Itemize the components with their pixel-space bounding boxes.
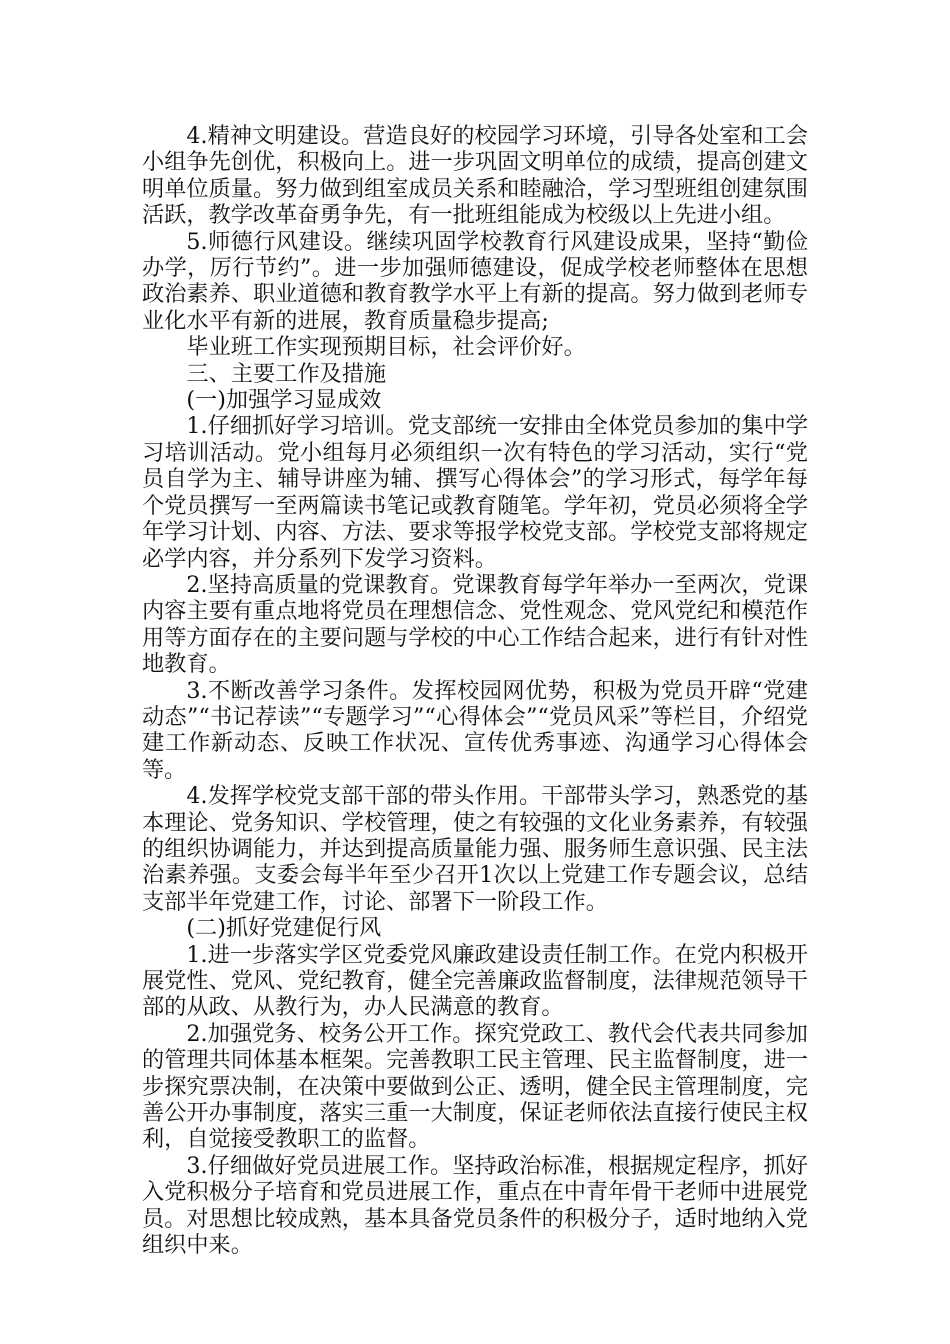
paragraph-member-development: 3.仔细做好党员进展工作。坚持政治标准，根据规定程序，抓好入党积极分子培育和党员进展工作，重点在中青年骨干老师中进展党员。对思想比较成熟，基本具备党员条件的积极分子，适时地纳入党组织中来。 xyxy=(142,1152,808,1259)
section-heading-main-work: 三、主要工作及措施 xyxy=(186,360,387,387)
subsection-heading-party-building: (二)抓好党建促行风 xyxy=(186,915,382,942)
paragraph-party-lessons: 2.坚持高质量的党课教育。党课教育每学年举办一至两次，党课内容主要有重点地将党员在理想信念、党性观念、党风党纪和模范作用等方面存在的主要问题与学校的中心工作结合起来，进行有针对性地教育。 xyxy=(142,571,808,678)
paragraph-teacher-ethics: 5.师德行风建设。继续巩固学校教育行风建设成果，坚持“勤俭办学，厉行节约”。进一步加强师德建设，促成学校老师整体在思想政治素养、职业道德和教育教学水平上有新的提高。努力做到老师专业化水平有新的进展，教育质量稳步提高; xyxy=(142,228,808,334)
subsection-heading-study: (一)加强学习显成效 xyxy=(186,387,382,414)
paragraph-study-training: 1.仔细抓好学习培训。党支部统一安排由全体党员参加的集中学习培训活动。党小组每月必须组织一次有特色的学习活动，实行“党员自学为主、辅导讲座为辅、撰写心得体会”的学习形式，每学年每个党员撰写一至两篇读书笔记或教育随笔。学年初，党员必须将全学年学习计划、内容、方法、要求等报学校党支部。学校党支部将规定必学内容，并分系列下发学习资料。 xyxy=(142,413,808,572)
paragraph-graduating-class: 毕业班工作实现预期目标，社会评价好。 xyxy=(186,334,586,361)
paragraph-study-conditions: 3.不断改善学习条件。发挥校园网优势，积极为党员开辟“党建动态”“书记荐读”“专题学习”“心得体会”“党员风采”等栏目，介绍党建工作新动态、反映工作状况、宣传优秀事迹、沟通学习心得体会等。 xyxy=(142,677,808,783)
paragraph-spiritual-civilization: 4.精神文明建设。营造良好的校园学习环境，引导各处室和工会小组争先创优，积极向上。进一步巩固文明单位的成绩，提高创建文明单位质量。努力做到组室成员关系和睦融洽，学习型班组创建氛围活跃，教学改革奋勇争先，有一批班组能成为校级以上先进小组。 xyxy=(142,123,808,229)
paragraph-openness-work: 2.加强党务、校务公开工作。探究党政工、教代会代表共同参加的管理共同体基本框架。完善教职工民主管理、民主监督制度，进一步探究票决制，在决策中要做到公正、透明，健全民主管理制度，完善公开办事制度，落实三重一大制度，保证老师依法直接行使民主权利，自觉接受教职工的监督。 xyxy=(142,1020,808,1153)
paragraph-integrity-responsibility: 1.进一步落实学区党委党风廉政建设责任制工作。在党内积极开展党性、党风、党纪教育，健全完善廉政监督制度，法律规范领导干部的从政、从教行为，办人民满意的教育。 xyxy=(142,941,808,1021)
document-body xyxy=(142,123,808,1258)
paragraph-cadre-leadership: 4.发挥学校党支部干部的带头作用。干部带头学习，熟悉党的基本理论、党务知识、学校管理，使之有较强的文化业务素养，有较强的组织协调能力，并达到提高质量能力强、服务师生意识强、民主法治素养强。支委会每半年至少召开1次以上党建工作专题会议，总结支部半年党建工作，讨论、部署下一阶段工作。 xyxy=(142,783,808,915)
